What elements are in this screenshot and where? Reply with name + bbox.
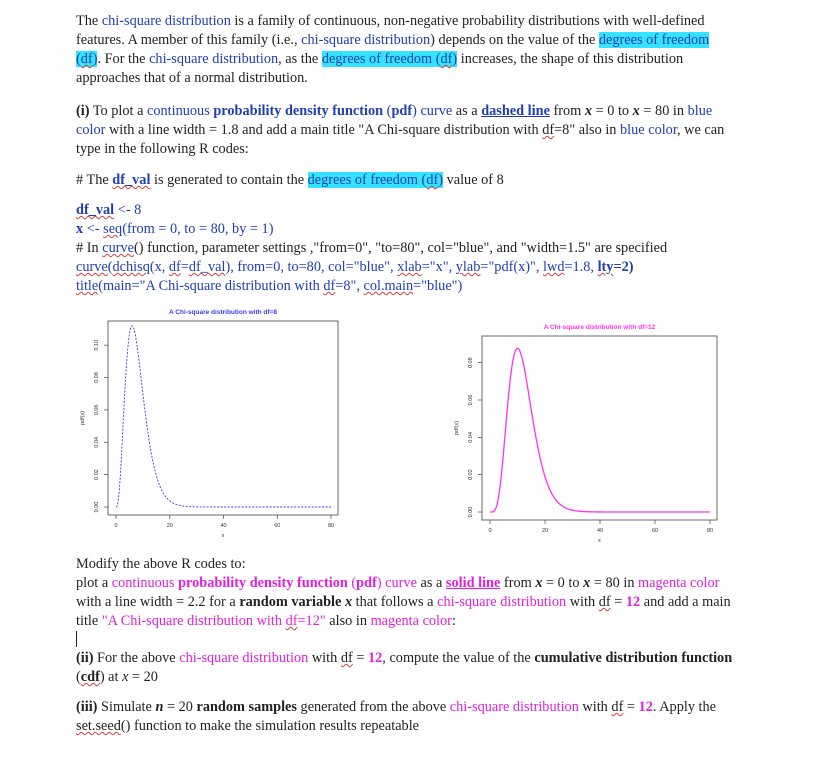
code-line-2: x <- seq(from = 0, to = 80, by = 1)	[76, 221, 274, 237]
code-line-3: # In curve() function, parameter settings ,"from=0", "to=80", col="blue", and "width=1.5" are specified	[76, 240, 668, 256]
text-cursor[interactable]	[76, 631, 77, 647]
modify-heading: Modify the above R codes to:	[76, 556, 246, 572]
y-tick-label: 0.04	[468, 431, 474, 443]
question-iii: (iii) Simulate n = 20 random samples generated from the above chi-square distribution with df = 12. Apply the set.seed() function to make the simulation results repeatable	[76, 699, 717, 734]
y-tick-label: 0.04	[94, 436, 100, 448]
x-tick-label: 20	[541, 528, 549, 534]
x-tick-label: 80	[706, 528, 714, 534]
y-tick-label: 0.00	[468, 506, 474, 518]
y-tick-label: 0.08	[468, 357, 474, 369]
x-tick-label: 40	[596, 528, 604, 534]
y-tick-label: 0.06	[468, 394, 474, 406]
y-tick-label: 0.02	[94, 469, 100, 480]
y-tick-label: 0.06	[94, 404, 100, 416]
chart-df8	[76, 303, 366, 543]
code-line-5: title(main="A Chi-square distribution with df=8", col.main="blue")	[76, 278, 463, 294]
y-tick-label: 0.02	[468, 469, 474, 481]
x-tick-label: 0	[488, 528, 492, 534]
plot-frame	[482, 336, 717, 520]
y-tick-label: 0.08	[94, 372, 100, 383]
code-line-1: df_val <- 8	[76, 202, 142, 218]
pdf-curve	[116, 326, 331, 507]
x-tick-label: 80	[327, 523, 335, 529]
question-ii: (ii) For the above chi-square distribution with df = 12, compute the value of the cumulative distribution function (cdf) at x = 20	[76, 650, 733, 685]
x-tick-label: 20	[166, 523, 173, 529]
modify-paragraph: plot a continuous probability density function (pdf) curve as a solid line from x = 0 to x = 80 in magenta color with a line width = 2.2 for a random variable x that follows a chi-square distribution with df = 12 and add a main title "A Chi-square distribution with df=12" also in magenta color:	[76, 575, 731, 629]
code-comment-df-val: # The df_val is generated to contain the degrees of freedom (df) value of 8	[76, 172, 504, 188]
code-line-4: curve(dchisq(x, df=df_val), from=0, to=80, col="blue", xlab="x", ylab="pdf(x)", lwd=1.8, lty=2)	[76, 259, 634, 275]
pdf-curve	[490, 348, 710, 512]
x-tick-label: 60	[274, 523, 281, 529]
y-tick-label: 0.10	[94, 339, 100, 351]
x-tick-label: 40	[220, 523, 227, 529]
y-axis-label: pdf(x)	[454, 420, 460, 436]
y-axis-label: pdf(x)	[80, 410, 86, 426]
x-tick-label: 60	[651, 528, 659, 534]
intro-paragraph: The chi-square distribution is a family of continuous, non-negative probability distributions with well-defined features. A member of this family (i.e., chi-square distribution) depends on the value of the degrees of freedom (df). For the chi-square distribution, as the degrees of freedom (df) increases, the shape of this distribution approaches that of a normal distribution.	[76, 13, 710, 86]
x-axis-label: x	[598, 538, 601, 544]
chart-title: A Chi-square distribution with df=12	[543, 324, 656, 331]
x-tick-label: 0	[114, 523, 118, 529]
question-i: (i) To plot a continuous probability density function (pdf) curve as a dashed line from x = 0 to x = 80 in blue color with a line width = 1.8 and add a main title "A Chi-square distribution with df=8" also in blue color, we can type in the following R codes:	[76, 103, 725, 157]
y-tick-label: 0.00	[94, 501, 100, 513]
plot-frame	[108, 321, 338, 515]
chart-df12	[440, 318, 740, 550]
x-axis-label: x	[221, 533, 225, 539]
chart-title: A Chi-square distribution with df=8	[169, 309, 277, 316]
